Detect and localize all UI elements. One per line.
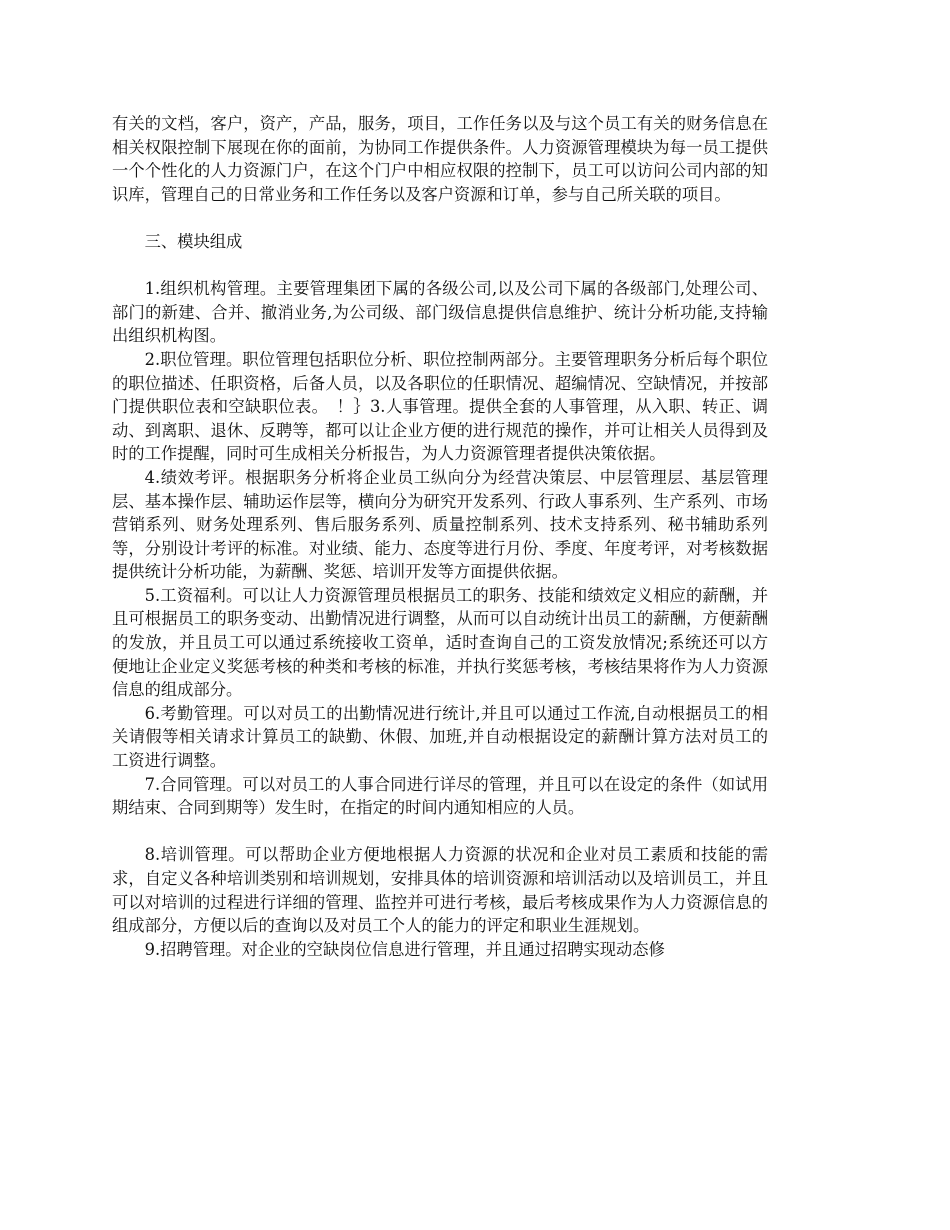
paragraph-contract-management: 7.合同管理。可以对员工的人事合同进行详尽的管理，并且可以在设定的条件（如试用期结束、合同到期等）发生时，在指定的时间内通知相应的人员。 [112,774,768,818]
paragraph-org-management: 1.组织机构管理。主要管理集团下属的各级公司,以及公司下属的各级部门,处理公司、部门的新建、合并、撤消业务,为公司级、部门级信息提供信息维护、统计分析功能,支持输出组织机构图。 [112,279,768,346]
paragraph-position-management: 2.职位管理。职位管理包括职位分析、职位控制两部分。主要管理职务分析后每个职位的职位描述、任职资格，后备人员，以及各职位的任职情况、超编情况、空缺情况，并按部门提供职位表和空缺职位表。 ！｝3.人事管理。提供全套的人事管理，从入职、转正、调动、到离职、退休、反聘等，都可以让企业方便的进行规范的操作，并可让相关人员得到及时的工作提醒，同时可生成相关分析报告，为人力资源管理者提供决策依据。 [112,349,768,464]
paragraph-performance-evaluation: 4.绩效考评。根据职务分析将企业员工纵向分为经营决策层、中层管理层、基层管理层、基本操作层、辅助运作层等，横向分为研究开发系列、行政人事系列、生产系列、市场营销系列、财务处理系列、售后服务系列、质量控制系列、技术支持系列、秘书辅助系列等，分别设计考评的标准。对业绩、能力、态度等进行月份、季度、年度考评，对考核数据提供统计分析功能，为薪酬、奖惩、培训开发等方面提供依据。 [112,467,768,582]
paragraph-recruitment-management: 9.招聘管理。对企业的空缺岗位信息进行管理，并且通过招聘实现动态修 [144,939,665,959]
paragraph-gap [112,254,768,278]
section-heading-module-composition: 三、模块组成 [144,231,243,251]
document-page [112,112,768,961]
paragraph-hr-portal: 有关的文档，客户，资产，产品，服务，项目，工作任务以及与这个员工有关的财务信息在相关权限控制下展现在你的面前，为协同工作提供条件。人力资源管理模块为每一员工提供一个个性化的人力资源门户，在这个门户中相应权限的控制下，员工可以访问公司内部的知识库，管理自己的日常业务和工作任务以及客户资源和订单，参与自己所关联的项目。 [112,114,768,204]
paragraph-gap [112,206,768,230]
paragraph-salary-welfare: 5.工资福利。可以让人力资源管理员根据员工的职务、技能和绩效定义相应的薪酬，并且可根据员工的职务变动、出勤情况进行调整，从而可以自动统计出员工的薪酬，方便薪酬的发放，并且员工可以通过系统接收工资单，适时查询自己的工资发放情况;系统还可以方便地让企业定义奖惩考核的种类和考核的标准，并执行奖惩考核，考核结果将作为人力资源信息的组成部分。 [112,585,768,700]
paragraph-attendance-management: 6.考勤管理。可以对员工的出勤情况进行统计,并且可以通过工作流,自动根据员工的相关请假等相关请求计算员工的缺勤、休假、加班,并自动根据设定的薪酬计算方法对员工的工资进行调整。 [112,703,768,771]
paragraph-training-management: 8.培训管理。可以帮助企业方便地根据人力资源的状况和企业对员工素质和技能的需求，自定义各种培训类别和培训规划，安排具体的培训资源和培训活动以及培训员工，并且可以对培训的过程进行详细的管理、监控并可进行考核，最后考核成果作为人力资源信息的组成部分，方便以后的查询以及对员工个人的能力的评定和职业生涯规划。 [112,845,768,936]
paragraph-gap [112,820,768,844]
